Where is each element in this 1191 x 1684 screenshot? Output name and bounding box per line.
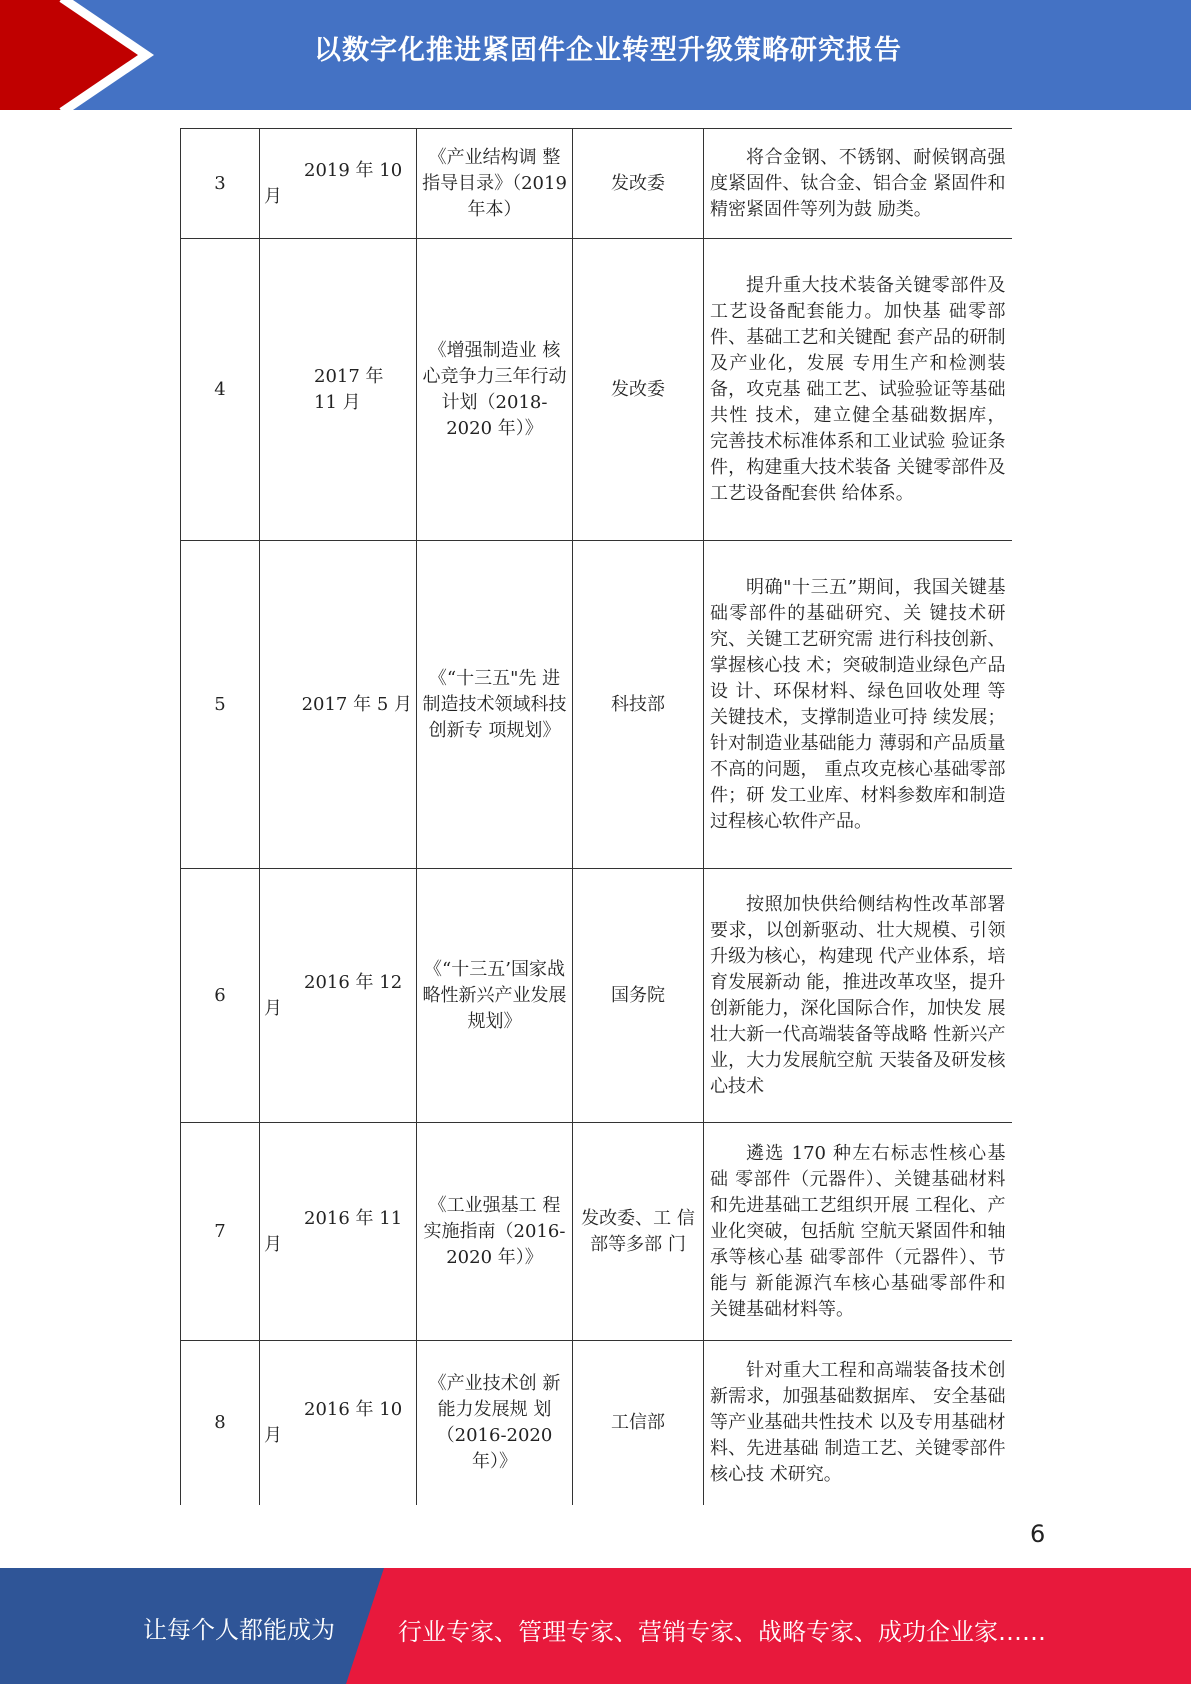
cell-content	[704, 1341, 1012, 1505]
cell-issuer	[573, 239, 704, 541]
page-footer	[0, 1568, 1191, 1684]
cell-number: 4	[181, 239, 260, 541]
header-title: 以数字化推进紧固件企业转型升级策略研究报告	[314, 35, 902, 66]
cell-policy	[417, 869, 573, 1123]
content-text: 明确"十三五”期间，我国关键基础零部件的基础研究、关 键技术研究、关键工艺研究需 进行科技创新、掌握核心技 术；突破制造业绿色产品设 计、环保材料、绿色回收处理 等关键技术，支撑制造业可持 续发展；针对制造业基础能力 薄弱和产品质量不高的问题， 重点攻克核心基础零部件；研 发工业库、材料参数库和制造 过程核心软件产品。	[710, 576, 1006, 832]
cell-number: 5	[181, 541, 260, 869]
issuer-text: 科技部	[611, 693, 665, 715]
cell-policy	[417, 541, 573, 869]
content-text: 遴选 170 种左右标志性核心基础 零部件（元器件）、关键基础材料和先进基础工艺组织开展 工程化、产业化突破，包括航 空航天紧固件和轴承等核心基 础零部件（元器件）、节能与 新能源汽车核心基础零部件和 关键基础材料等。	[710, 1142, 1006, 1320]
policy-title: 《工业强基工 程实施指南（2016-2020 年）》	[423, 1194, 566, 1268]
date-text: 2016 年 12 月	[264, 971, 403, 1019]
footer-slogan-right: 行业专家、管理专家、营销专家、战略专家、成功企业家……	[398, 1618, 1046, 1646]
policy-title: 《“十三五"先 进制造技术领域科技创新专 项规划》	[422, 667, 567, 741]
policy-title: 《“十三五’国家战略性新兴产业发展规划》	[422, 958, 567, 1032]
page-number: 6	[1030, 1520, 1046, 1548]
cell-policy	[417, 1123, 573, 1341]
issuer-text: 国务院	[611, 984, 665, 1006]
policy-title: 《产业结构调 整指导目录》（2019 年本）	[422, 146, 567, 220]
page-header	[0, 0, 1191, 110]
cell-number: 3	[181, 129, 260, 239]
date-text: 2017 年 11 月	[314, 365, 384, 413]
cell-date	[260, 1123, 417, 1341]
content-text: 按照加快供给侧结构性改革部署要求，以创新驱动、壮大规模、引领升级为核心，构建现 代产业体系，培育发展新动 能，推进改革攻坚，提升创新能力，深化国际合作，加快发 展壮大新一代高端装备等战略 性新兴产业，大力发展航空航 天装备及研发核心技术	[710, 893, 1006, 1097]
date-text: 2016 年 10 月	[264, 1398, 403, 1446]
cell-date	[260, 129, 417, 239]
cell-content	[704, 541, 1012, 869]
policy-table	[180, 128, 1012, 1505]
issuer-text: 发改委、工 信部等多部 门	[581, 1207, 695, 1255]
policy-title: 《产业技术创 新能力发展规 划（2016-2020 年）》	[428, 1372, 561, 1472]
cell-issuer	[573, 869, 704, 1123]
cell-date	[260, 541, 417, 869]
cell-number: 7	[181, 1123, 260, 1341]
cell-policy	[417, 239, 573, 541]
cell-issuer	[573, 129, 704, 239]
table-row	[181, 129, 1012, 239]
content-text: 针对重大工程和高端装备技术创新需求，加强基础数据库、 安全基础等产业基础共性技术 以及专用基础材料、先进基础 制造工艺、关键零部件核心技 术研究。	[710, 1359, 1006, 1485]
cell-policy	[417, 1341, 573, 1505]
cell-content	[704, 1123, 1012, 1341]
cell-content	[704, 239, 1012, 541]
content-text: 提升重大技术装备关键零部件及工艺设备配套能力。加快基 础零部件、基础工艺和关键配 套产品的研制及产业化，发展 专用生产和检测装备，攻克基 础工艺、试验验证等基础共性 技术，建立健全基础数据库， 完善技术标准体系和工业试验 验证条件，构建重大技术装备 关键零部件及工艺设备配套供 给体系。	[710, 274, 1006, 504]
table-row	[181, 541, 1012, 869]
date-text: 2019 年 10 月	[264, 159, 403, 207]
cell-issuer	[573, 541, 704, 869]
issuer-text: 发改委	[611, 378, 665, 400]
cell-issuer	[573, 1341, 704, 1505]
cell-content	[704, 129, 1012, 239]
cell-date	[260, 1341, 417, 1505]
content-text: 将合金钢、不锈钢、耐候钢高强度紧固件、钛合金、铝合金 紧固件和精密紧固件等列为鼓 励类。	[710, 146, 1006, 220]
date-text: 2017 年 5 月	[301, 693, 412, 715]
cell-date	[260, 869, 417, 1123]
cell-date	[260, 239, 417, 541]
cell-issuer	[573, 1123, 704, 1341]
policy-title: 《增强制造业 核心竞争力三年行动计划（2018-2020 年）》	[422, 339, 567, 439]
table-row	[181, 869, 1012, 1123]
issuer-text: 工信部	[611, 1411, 665, 1433]
cell-policy	[417, 129, 573, 239]
issuer-text: 发改委	[611, 172, 665, 194]
cell-number: 8	[181, 1341, 260, 1505]
cell-content	[704, 869, 1012, 1123]
table-row	[181, 1123, 1012, 1341]
cell-number: 6	[181, 869, 260, 1123]
table-row	[181, 1341, 1012, 1505]
table-row	[181, 239, 1012, 541]
date-text: 2016 年 11 月	[264, 1207, 403, 1255]
footer-slogan-left: 让每个人都能成为	[143, 1616, 335, 1644]
